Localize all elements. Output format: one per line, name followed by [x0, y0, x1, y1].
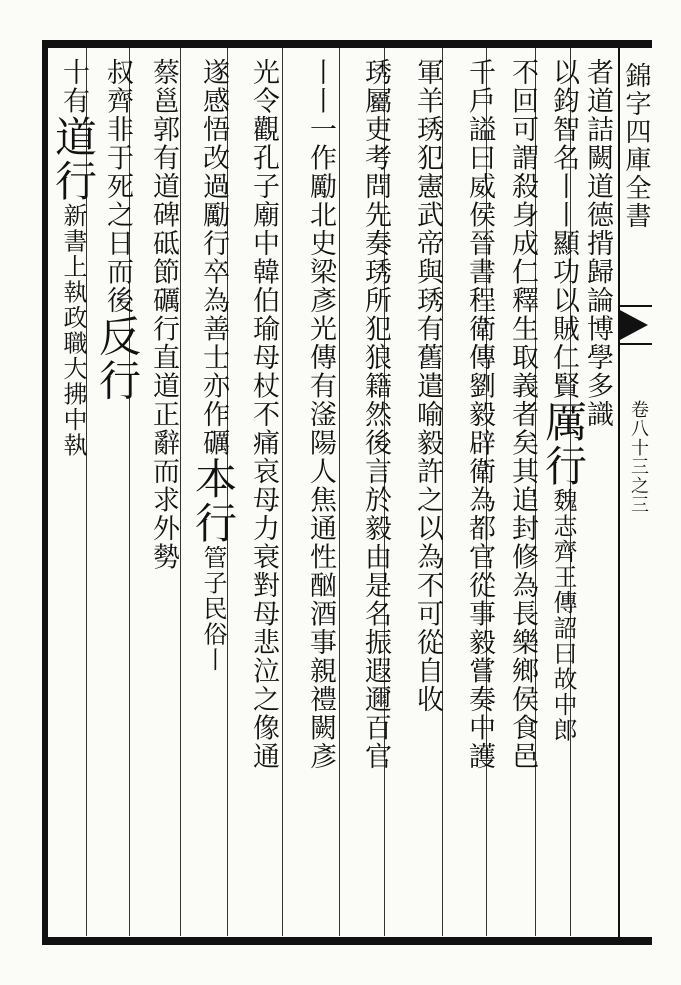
fishtail-mark [618, 305, 652, 345]
text-column: 遂感悟改過勵行卒為善士亦作礪本行管子民俗丨 [189, 58, 238, 673]
book-title: 錦字四庫全書 [621, 62, 651, 230]
text-column: 者道詰闕道德揹歸論博學多識 [582, 58, 613, 429]
text-column: 軍羊琇犯憲武帝與琇有舊遣喻毅許之以為不可從自收 [412, 58, 443, 714]
text-column: 不回可謂殺身成仁釋生取義者矣其追封修為長樂鄉侯食邑 [507, 58, 538, 771]
column-rule [339, 48, 340, 936]
text-column: 千戶謚曰威侯晉書程衛傳劉毅辟衛為都官從事毅嘗奏中護 [464, 58, 495, 771]
text-column: 以鈞智名丨丨顯功以賊仁賢厲行魏志齊王傳詔曰故中郎 [539, 58, 588, 743]
column-rule [282, 48, 283, 936]
entry-heading: 反行 [93, 314, 142, 403]
text-column: 丨丨一作勵北史梁彥光傳有滏陽人焦通性酗酒事親禮闕彥 [305, 58, 336, 771]
entry-heading: 本行 [189, 457, 238, 545]
text-column: 叔齊非于死之日而後反行 [93, 58, 142, 403]
column-rule [180, 48, 181, 936]
text-column: 琇屬吏考問先奏琇所犯狼籍然後言於毅由是名振遐邇百官 [360, 58, 391, 771]
text-column: 十有道行新書上執政職大拂中執 [49, 58, 98, 458]
text-column: 光令觀孔子廟中韓伯瑜母杖不痛哀母力衰對母悲泣之像通 [248, 58, 279, 771]
juan-label: 卷八十三之三 [628, 400, 649, 514]
entry-heading: 厲行 [539, 400, 588, 488]
text-column: 蔡邕郭有道碑砥節礪行直道正辭而求外勢 [148, 58, 179, 571]
entry-heading: 道行 [49, 115, 98, 203]
